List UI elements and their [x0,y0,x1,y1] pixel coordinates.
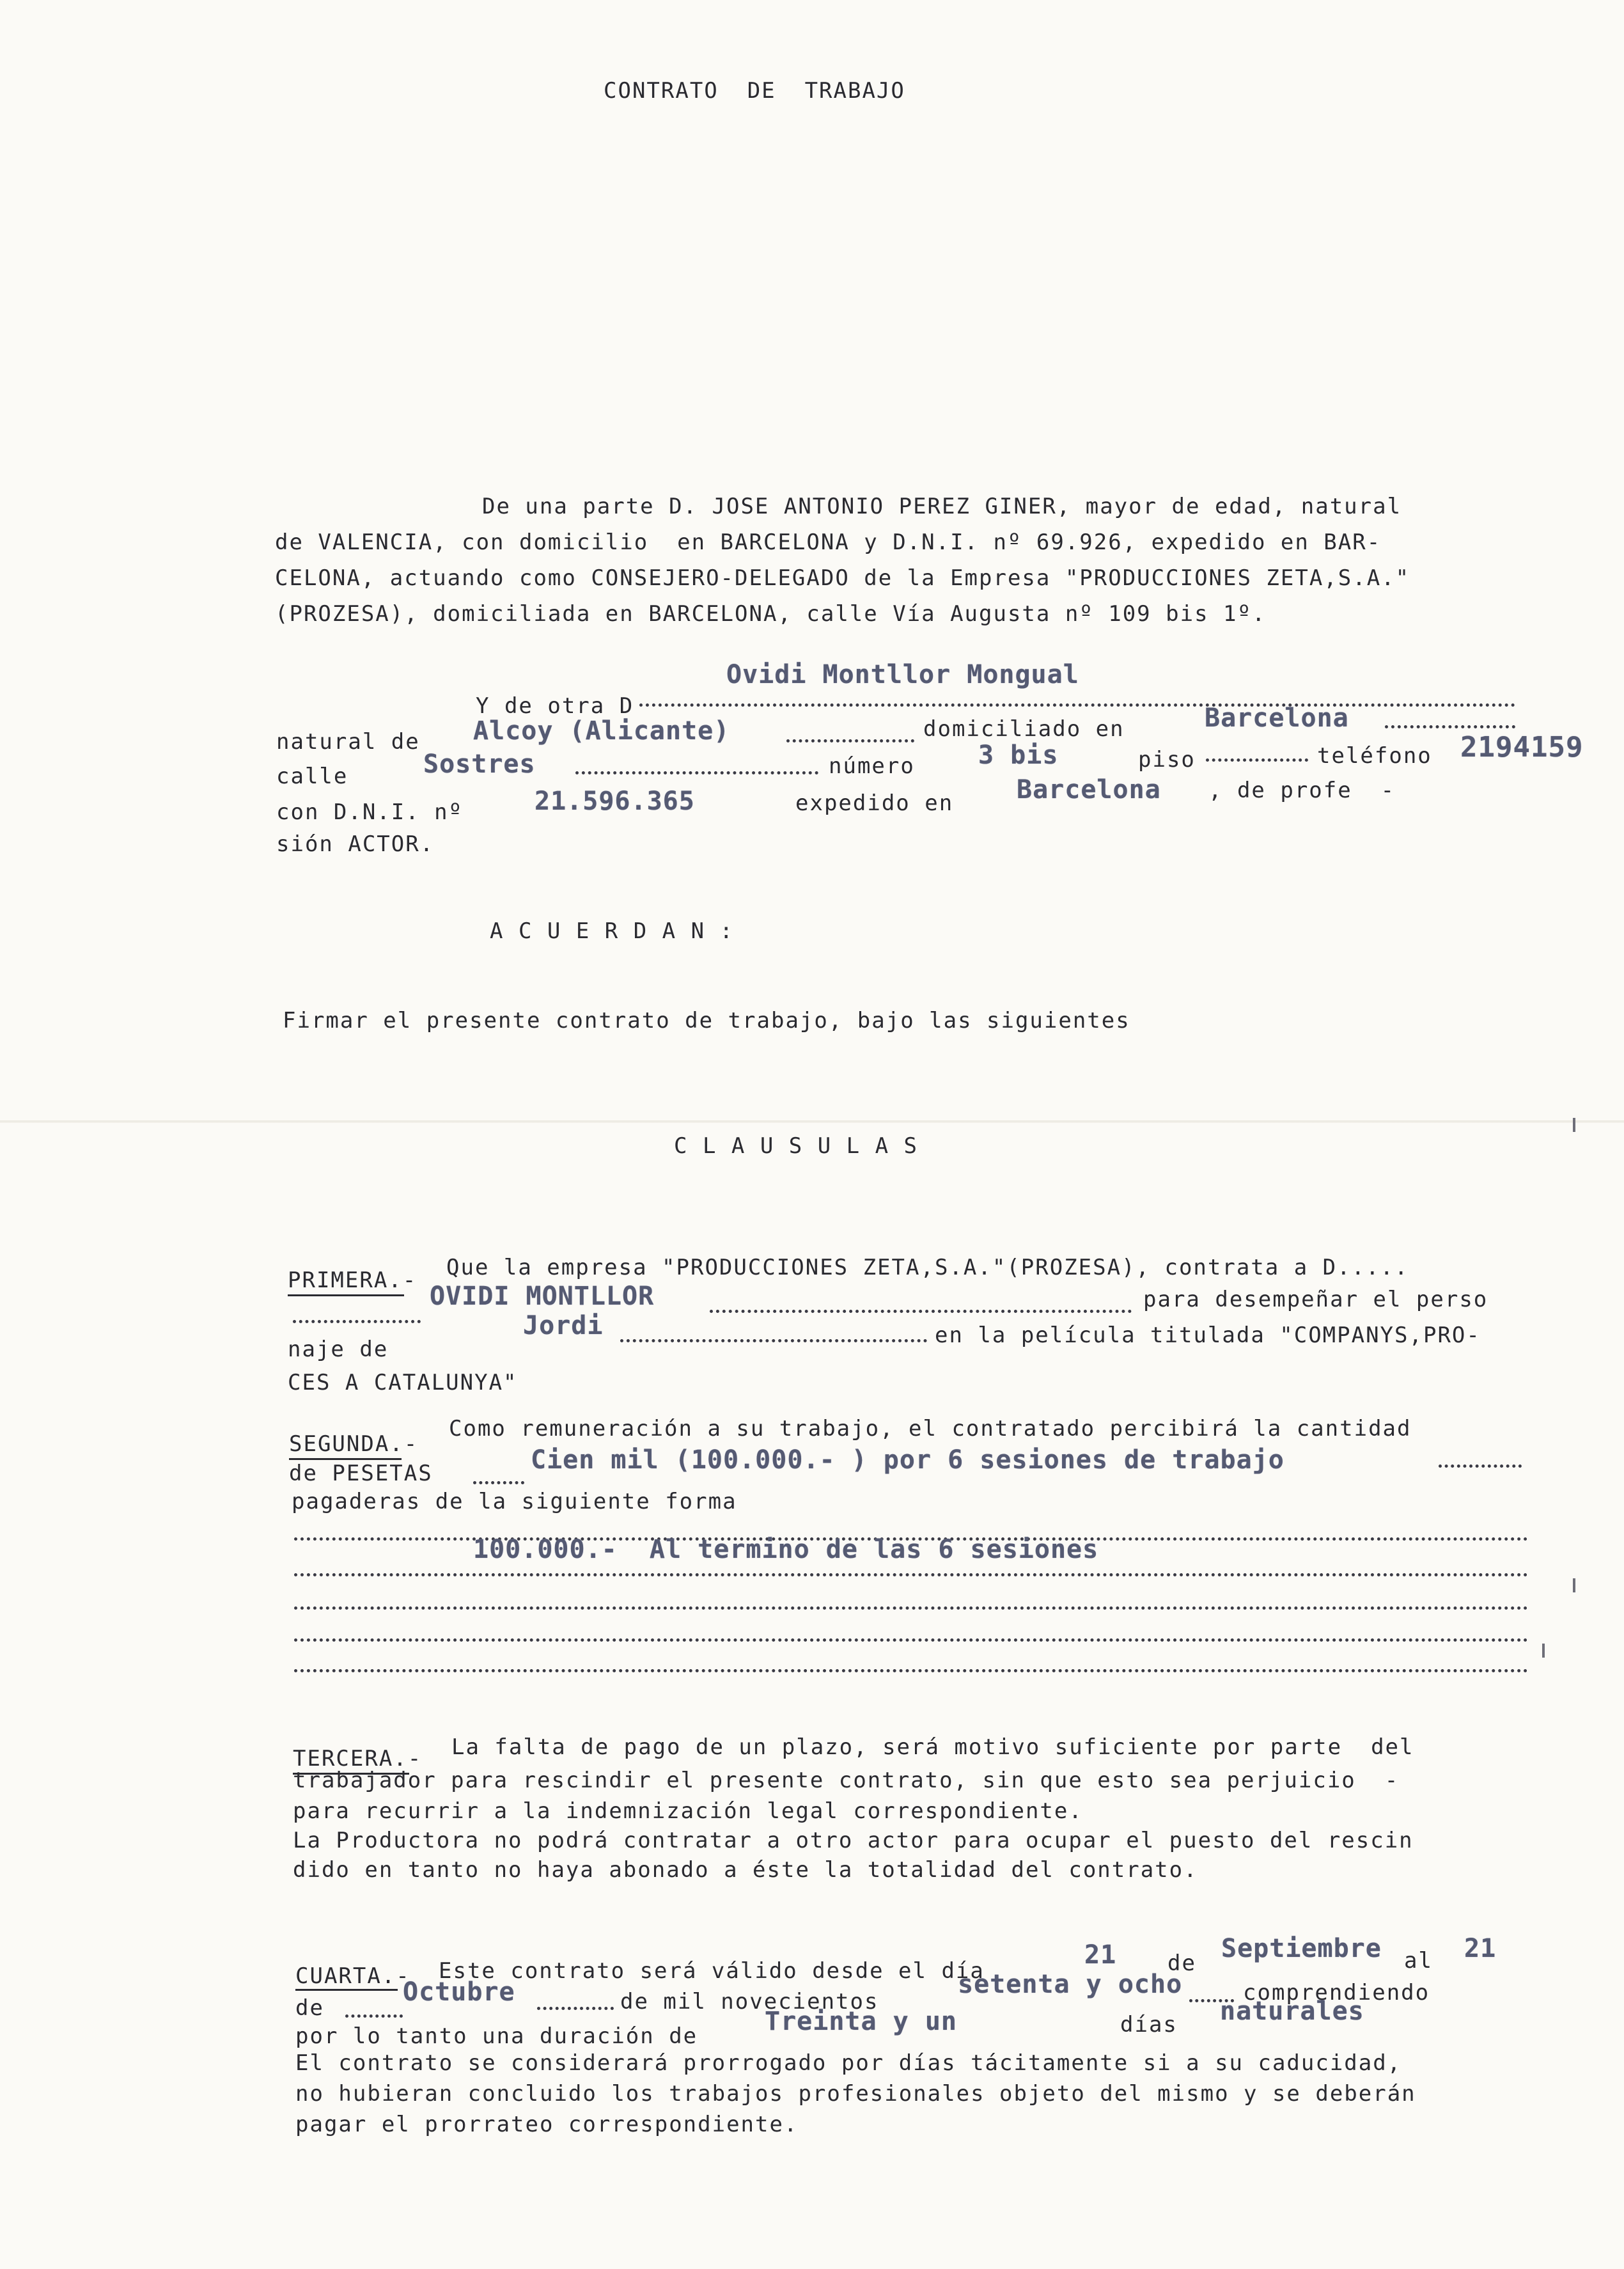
primera-heading: PRIMERA.- [288,1268,418,1293]
segunda-forma: 100.000.- Al termino de las 6 sesiones [473,1535,1099,1564]
dotted-line [473,1481,524,1484]
calle-value: Sostres [423,750,536,779]
dotted-line [294,1669,1528,1672]
clausulas-heading: C L A U S U L A S [674,1133,918,1159]
intro-line-4: (PROZESA), domiciliada en BARCELONA, calle Vía Augusta nº 109 bis 1º. [275,601,1267,627]
party-name-label: Y de otra D [476,693,634,719]
primera-line-1: Que la empresa "PRODUCCIONES ZETA,S.A."(PROZESA), contrata a D..... [446,1255,1409,1280]
cuarta-naturales: naturales [1220,1997,1364,2026]
cuarta-dia-inicio: 21 [1084,1940,1117,1970]
primera-name: OVIDI MONTLLOR [430,1282,655,1311]
heading-underline [295,1989,398,1991]
primera-line-2: para desempeñar el perso [1143,1287,1488,1312]
domicilio-value: Barcelona [1205,703,1349,733]
profesion-value: sión ACTOR. [276,831,435,857]
cuarta-line-4: El contrato se considerará prorrogado por días tácitamente si a su caducidad, [295,2050,1402,2076]
cuarta-anio: setenta y ocho [958,1970,1183,1999]
cuarta-line-3-start: por lo tanto una duración de [295,2023,698,2049]
margin-mark [1573,1118,1575,1132]
numero-label: número [829,753,915,779]
dotted-line [639,703,1515,707]
segunda-line-1: Como remuneración a su trabajo, el contratado percibirá la cantidad [449,1416,1412,1441]
dotted-line [1206,758,1308,762]
dotted-line [620,1339,927,1342]
domicilio-label: domiciliado en [923,716,1125,742]
cuarta-dia-fin: 21 [1464,1934,1497,1963]
telefono-value: 2194159 [1460,731,1584,764]
dotted-line [294,1606,1528,1610]
tercera-heading: TERCERA.- [293,1746,423,1771]
dotted-line [294,1573,1528,1576]
dotted-line [293,1320,421,1323]
telefono-label: teléfono [1317,743,1432,769]
segunda-line-2-start: de PESETAS [289,1461,433,1486]
cuarta-line-2-start: de [295,1995,324,2021]
dotted-line [1439,1464,1522,1468]
cuarta-mil: de mil novecientos [620,1989,879,2014]
dotted-line [575,771,818,774]
intro-line-1: De una parte D. JOSE ANTONIO PEREZ GINER, mayor de edad, natural [482,494,1402,519]
cuarta-mes-fin: Octubre [403,1977,515,2007]
cuarta-line-1: Este contrato será válido desde el día [439,1958,985,1984]
tercera-line-3: para recurrir a la indemnización legal correspondiente. [293,1798,1083,1824]
dni-label: con D.N.I. nº [276,799,464,825]
acuerdan-heading: A C U E R D A N : [490,918,734,944]
cuarta-duracion: Treinta y un [765,2007,957,2036]
cuarta-de: de [1167,1951,1196,1976]
cuarta-heading: CUARTA.- [295,1963,410,1989]
dni-value: 21.596.365 [535,787,695,816]
segunda-cantidad: Cien mil (100.000.- ) por 6 sesiones de trabajo [531,1445,1284,1475]
primera-line-4: CES A CATALUNYA" [288,1370,518,1395]
dotted-line [294,1638,1528,1642]
piso-label: piso [1138,747,1196,773]
cuarta-mes-inicio: Septiembre [1221,1934,1382,1963]
heading-underline [288,1294,404,1296]
natural-value: Alcoy (Alicante) [473,716,730,746]
intro-line-2: de VALENCIA, con domicilio en BARCELONA y D.N.I. nº 69.926, expedido en BAR- [275,530,1382,555]
margin-mark [1542,1644,1545,1658]
margin-mark [1573,1578,1575,1592]
primera-line-3-end: en la película titulada "COMPANYS,PRO- [935,1323,1481,1348]
dotted-line [537,2007,614,2010]
party-name-value: Ovidi Montllor Mongual [726,660,1079,689]
paper-fold [0,1120,1624,1123]
cuarta-al: al [1404,1948,1433,1974]
primera-personaje: Jordi [523,1311,604,1340]
tercera-line-2: trabajador para rescindir el presente contrato, sin que esto sea perjuicio - [293,1768,1400,1793]
tercera-line-1: La falta de pago de un plazo, será motivo suficiente por parte del [451,1734,1414,1760]
primera-line-3-start: naje de [288,1337,389,1362]
dotted-line [786,739,914,742]
numero-value: 3 bis [978,741,1059,770]
natural-label: natural de [276,729,420,755]
heading-underline [289,1458,402,1460]
dotted-line [1385,725,1515,728]
profesion-label: , de profe - [1208,778,1396,803]
expedido-label: expedido en [795,790,954,816]
tercera-line-5: dido en tanto no haya abonado a éste la totalidad del contrato. [293,1857,1198,1883]
calle-label: calle [276,764,348,789]
tercera-line-4: La Productora no podrá contratar a otro actor para ocupar el puesto del rescin [293,1828,1414,1853]
segunda-heading: SEGUNDA.- [289,1431,419,1457]
firmar-text: Firmar el presente contrato de trabajo, bajo las siguientes [283,1008,1130,1033]
dotted-line [345,2014,403,2018]
expedido-value: Barcelona [1017,775,1161,805]
cuarta-line-5: no hubieran concluido los trabajos profesionales objeto del mismo y se deberán [295,2081,1416,2107]
segunda-line-3: pagaderas de la siguiente forma [292,1489,737,1514]
cuarta-comprendiendo: comprendiendo [1243,1980,1430,2006]
dotted-line [710,1310,1132,1313]
intro-line-3: CELONA, actuando como CONSEJERO-DELEGADO de la Empresa "PRODUCCIONES ZETA,S.A." [275,565,1410,591]
cuarta-dias: días [1120,2012,1178,2037]
document-title: CONTRATO DE TRABAJO [604,78,905,104]
cuarta-line-6: pagar el prorrateo correspondiente. [295,2112,799,2137]
